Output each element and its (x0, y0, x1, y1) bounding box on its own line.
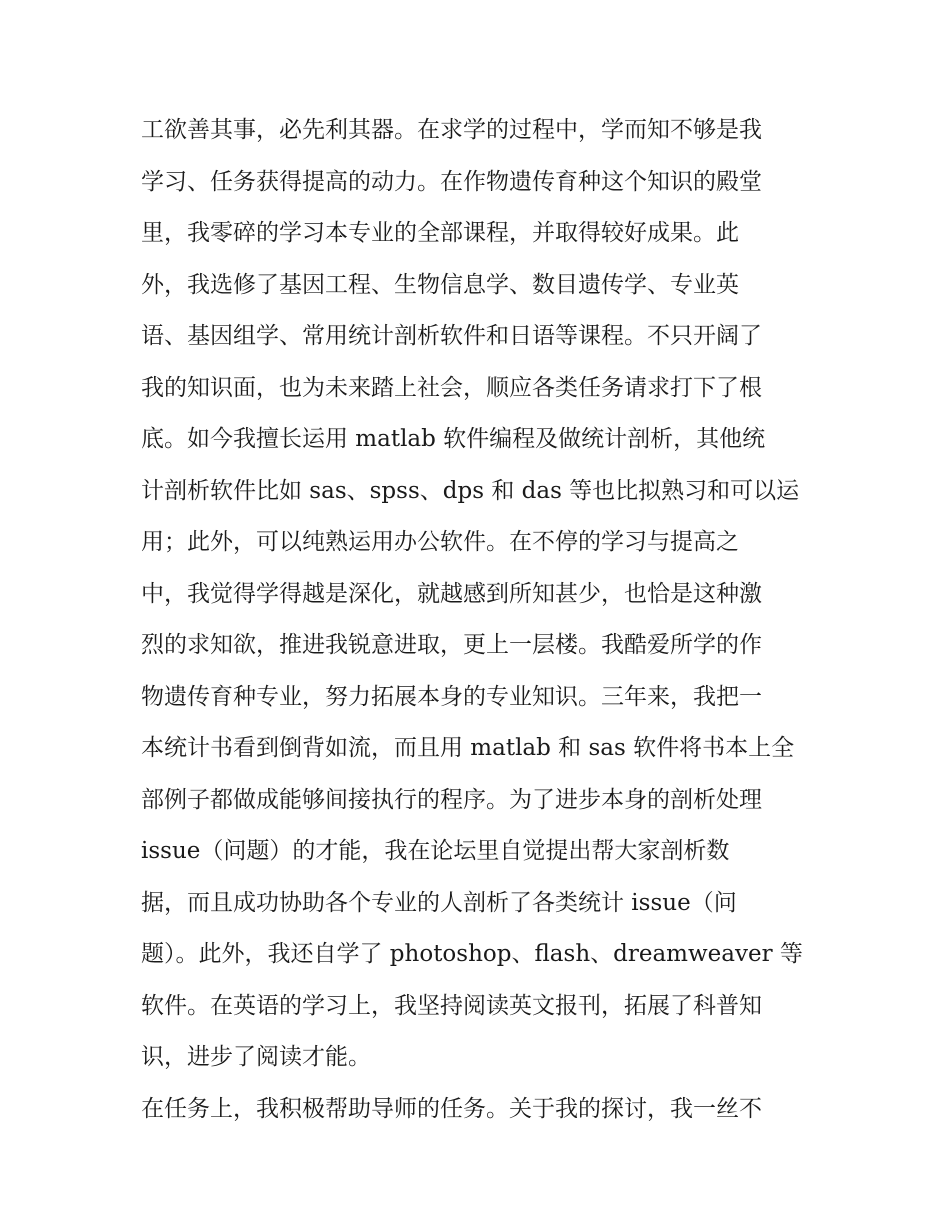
text-line: 中，我觉得学得越是深化，就越感到所知甚少，也恰是这种激 (141, 580, 762, 607)
text-line: 工欲善其事，必先利其器。在求学的过程中，学而知不够是我 (141, 117, 762, 143)
text-line: 据，而且成功协助各个专业的人剖析了各类统计 issue（问 (141, 889, 737, 916)
text-line: issue（问题）的才能，我在论坛里自觉提出帮大家剖析数 (141, 838, 730, 864)
text-line: 识，进步了阅读才能。 (141, 1044, 371, 1070)
text-line: 题）。此外，我还自学了 photoshop、flash、dreamweaver 等 (141, 941, 803, 967)
text-line: 烈的求知欲，推进我锐意进取，更上一层楼。我酷爱所学的作 (141, 632, 762, 658)
text-line: 外，我选修了基因工程、生物信息学、数目遗传学、专业英 (141, 271, 739, 298)
text-line: 计剖析软件比如 sas、spss、dps 和 das 等也比拟熟习和可以运 (141, 477, 800, 504)
text-line: 本统计书看到倒背如流，而且用 matlab 和 sas 软件将书本上全 (141, 735, 795, 761)
text-line: 在任务上，我积极帮助导师的任务。关于我的探讨，我一丝不 (141, 1095, 762, 1122)
body-text (141, 110, 841, 1140)
text-line: 语、基因组学、常用统计剖析软件和日语等课程。不只开阔了 (141, 323, 762, 349)
text-line: 我的知识面，也为未来踏上社会，顺应各类任务请求打下了根 (141, 374, 762, 401)
text-line: 里，我零碎的学习本专业的全部课程，并取得较好成果。此 (141, 220, 739, 246)
text-line: 学习、任务获得提高的动力。在作物遗传育种这个知识的殿堂 (141, 168, 762, 195)
text-line: 软件。在英语的学习上，我坚持阅读英文报刊，拓展了科普知 (141, 992, 762, 1019)
text-line: 底。如今我擅长运用 matlab 软件编程及做统计剖析，其他统 (141, 426, 766, 452)
text-line: 用；此外，可以纯熟运用办公软件。在不停的学习与提高之 (141, 529, 739, 555)
text-line: 部例子都做成能够间接执行的程序。为了进步本身的剖析处理 (141, 786, 762, 813)
text-line: 物遗传育种专业，努力拓展本身的专业知识。三年来，我把一 (141, 683, 762, 710)
